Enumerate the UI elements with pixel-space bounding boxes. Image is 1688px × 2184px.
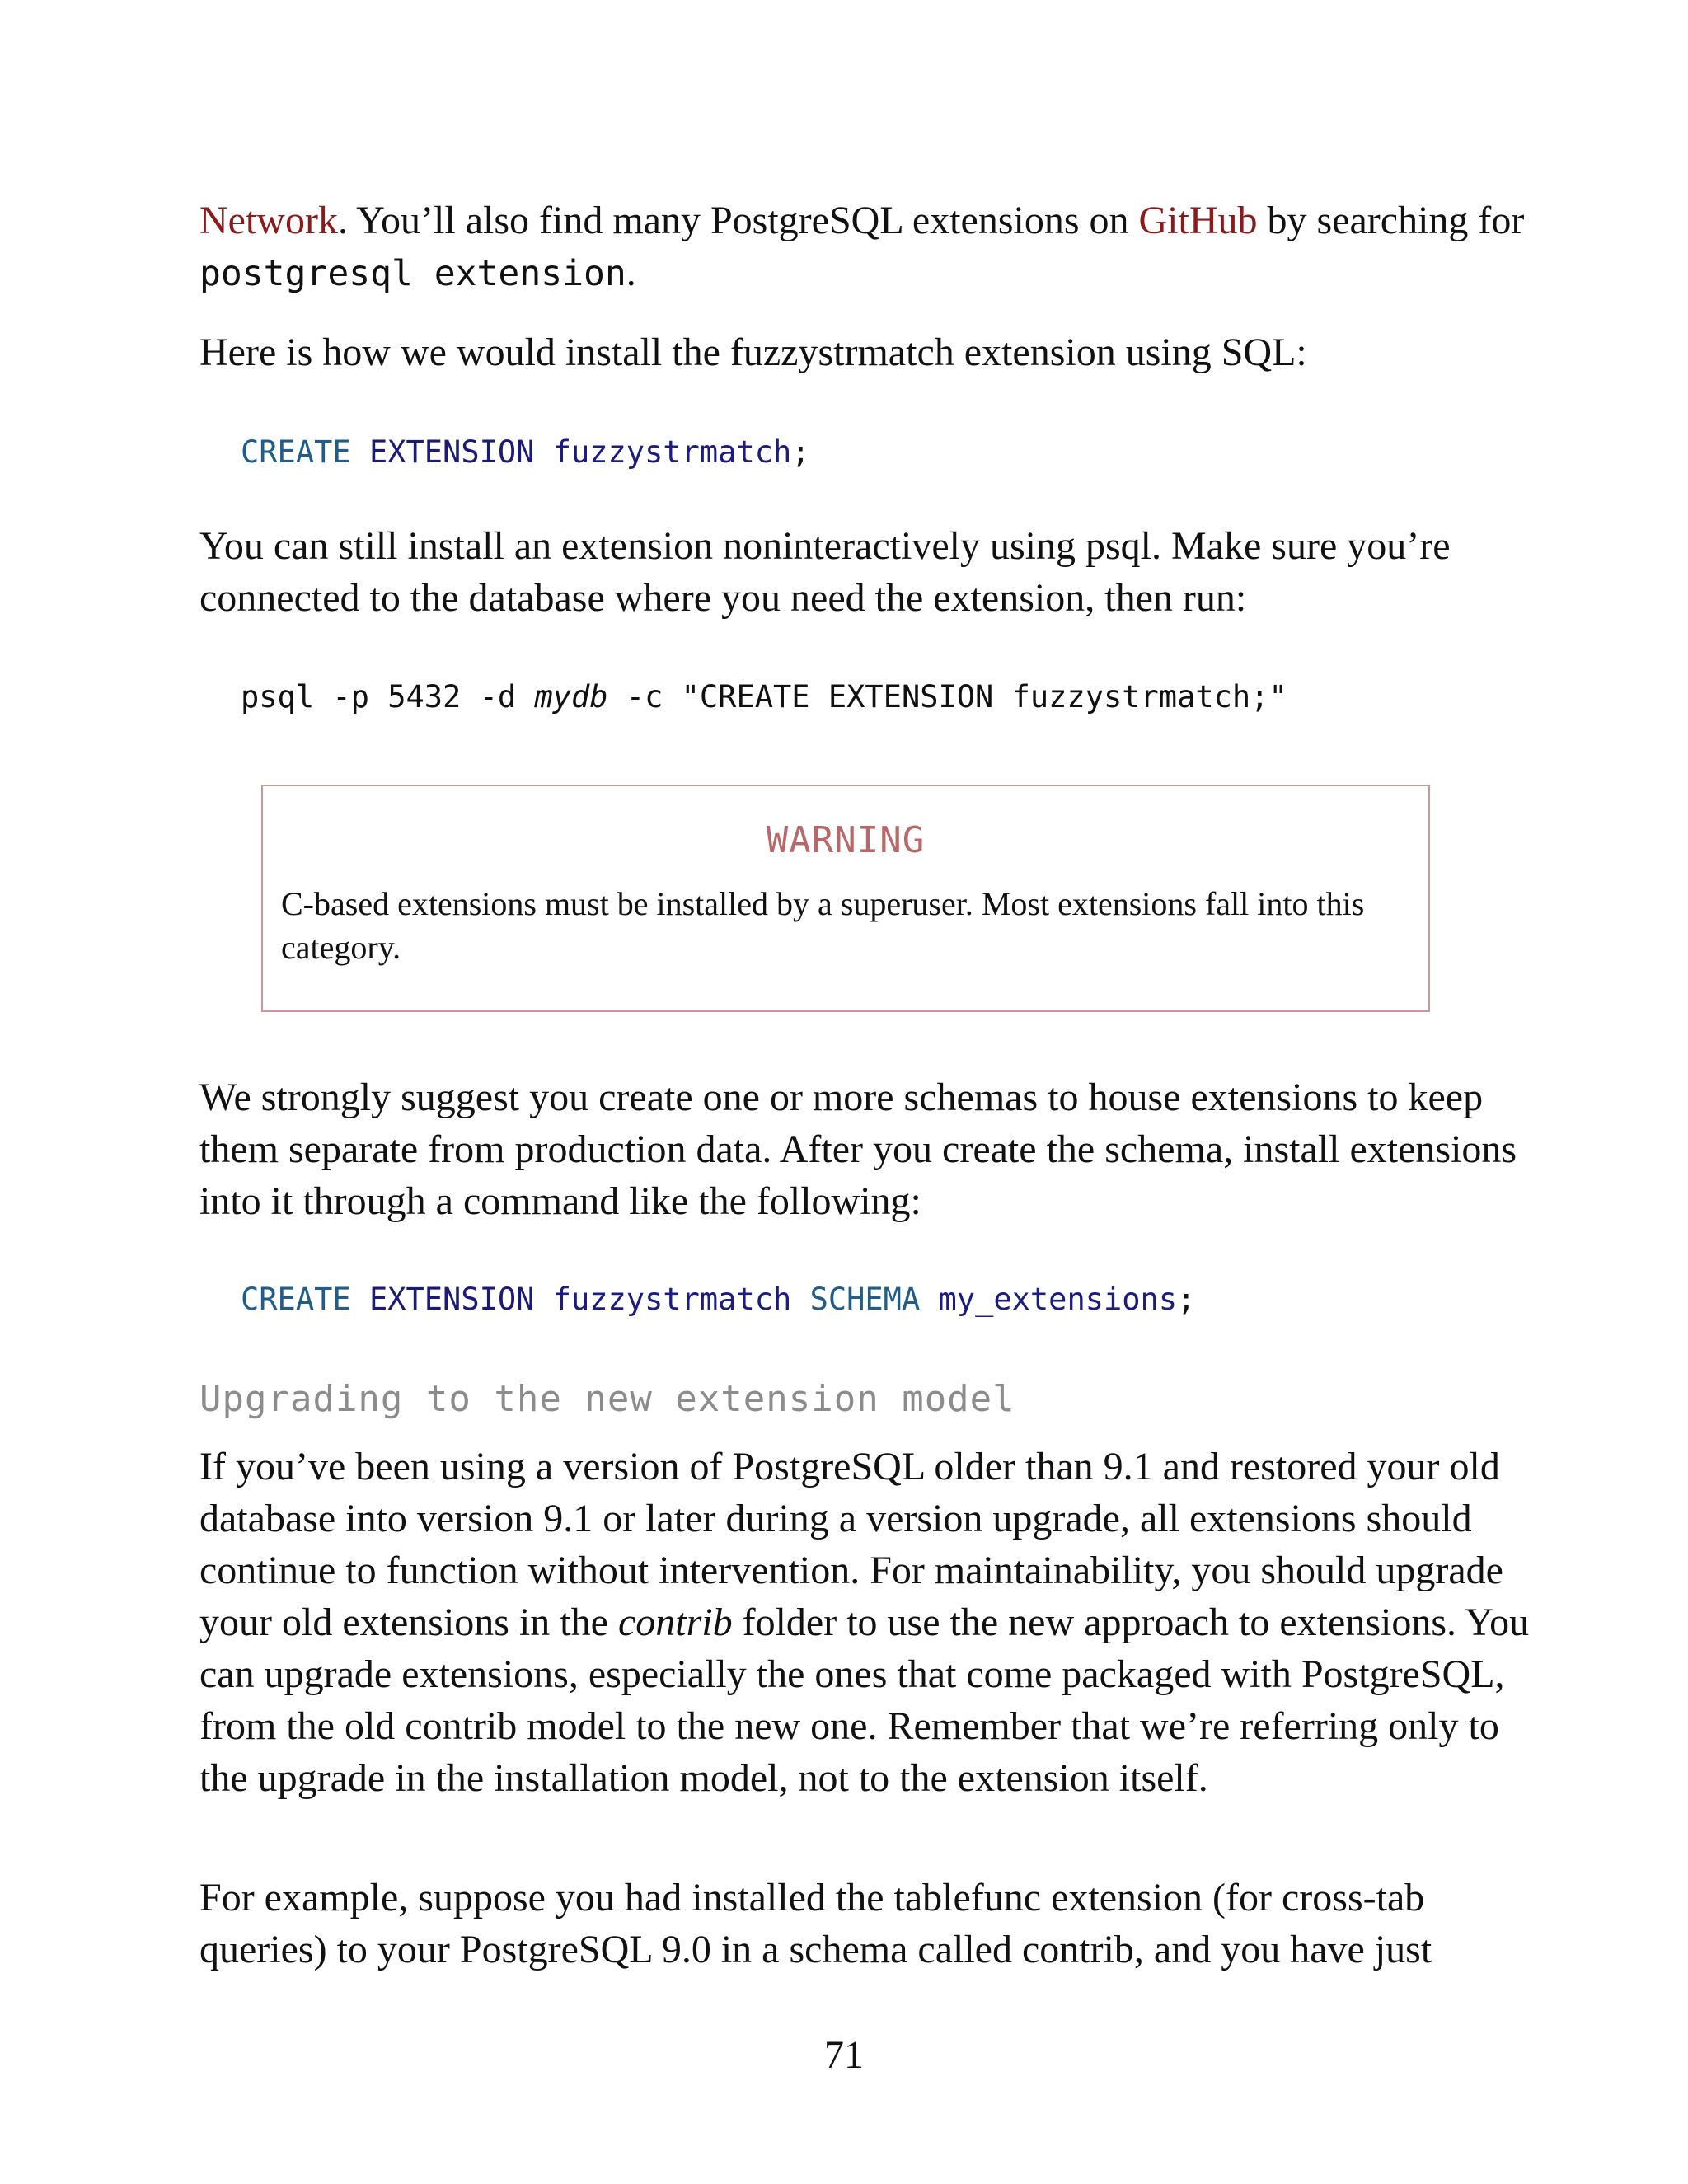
- paragraph-psql-install: You can still install an extension noninteractively using psql. Make sure you’re connected to the database where you need the extension, then run:: [199, 524, 1451, 620]
- paragraph-text: folder to use the new approach to extensions. You can upgrade extensions, especially the ones that come packaged with PostgreSQL, from the old contrib model to the new one. Remember that we’re referring only to the upgrade in the installation model, not to the extension itself.: [199, 1601, 1530, 1800]
- code-identifier: fuzzystrmatch: [552, 434, 792, 470]
- paragraph-upgrading: [199, 1441, 1551, 1804]
- code-create-extension-schema: [241, 1280, 1195, 1319]
- paragraph-install-sql: Here is how we would install the fuzzystrmatch extension using SQL:: [199, 330, 1307, 374]
- code-create-extension: [241, 433, 810, 472]
- emphasis-contrib: contrib: [617, 1601, 733, 1644]
- paragraph-example: For example, suppose you had installed the tablefunc extension (for cross-tab queries) to your PostgreSQL 9.0 in a schema called contrib, and you have just: [199, 1876, 1432, 1971]
- code-identifier: fuzzystrmatch: [552, 1282, 792, 1317]
- inline-code: postgresql extension: [199, 253, 626, 294]
- code-keyword: CREATE: [241, 1282, 351, 1317]
- network-link[interactable]: Network: [199, 199, 338, 242]
- code-text: psql -p 5432 -d: [241, 679, 535, 715]
- paragraph-schemas: We strongly suggest you create one or more schemas to house extensions to keep them separate from production data. After you create the schema, install extensions into it through a command like the following:: [199, 1076, 1517, 1223]
- warning-title: WARNING: [766, 819, 926, 861]
- section-heading: Upgrading to the new extension model: [199, 1378, 1015, 1420]
- paragraph-text: . You’ll also find many PostgreSQL extensions on: [337, 199, 1139, 242]
- code-keyword: EXTENSION: [368, 1282, 535, 1317]
- github-link[interactable]: GitHub: [1138, 199, 1258, 242]
- paragraph-text: .: [626, 251, 636, 294]
- code-keyword: CREATE: [241, 434, 351, 470]
- code-text: -c "CREATE EXTENSION fuzzystrmatch;": [607, 679, 1287, 715]
- code-punct: ;: [791, 434, 810, 470]
- code-identifier: my_extensions: [938, 1282, 1178, 1317]
- code-keyword: EXTENSION: [368, 434, 535, 470]
- code-keyword: SCHEMA: [809, 1282, 921, 1317]
- warning-text: C-based extensions must be installed by a superuser. Most extensions fall into this category.: [281, 885, 1365, 966]
- paragraph-extension-sources: [199, 194, 1551, 300]
- page-number: 71: [824, 2033, 864, 2077]
- code-placeholder: mydb: [534, 679, 608, 715]
- paragraph-text: If you’ve been using a version of PostgreSQL older than 9.1 and restored your old database into version 9.1 or later during a version upgrade, all extensions should continue to function without intervention. For maintainability, you should upgrade your old extensions in the: [199, 1445, 1503, 1644]
- code-punct: ;: [1177, 1282, 1196, 1317]
- code-psql-command: [241, 677, 1287, 717]
- paragraph-text: by searching for: [1257, 199, 1525, 242]
- warning-box: [261, 785, 1430, 1012]
